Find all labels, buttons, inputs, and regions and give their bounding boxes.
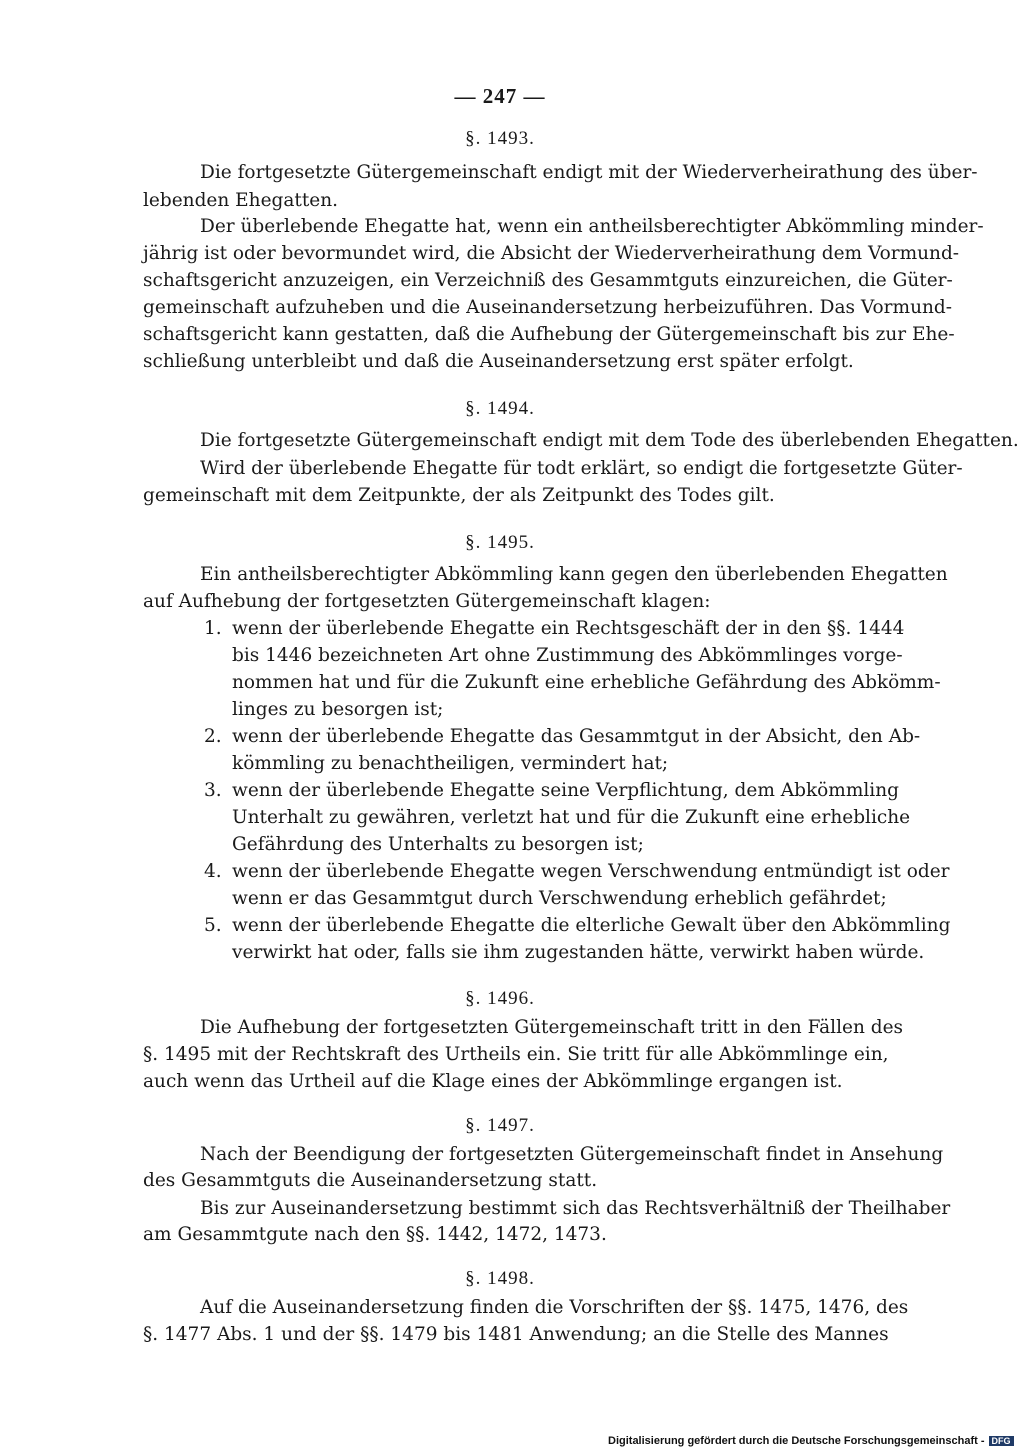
text-line: lebenden Ehegatten. [143, 190, 339, 211]
text-line: auf Aufhebung der fortgesetzten Gütergemeinschaft klagen: [143, 591, 711, 612]
footer-text: Digitalisierung gefördert durch die Deutsche Forschungsgemeinschaft - [608, 1435, 985, 1447]
list-item-line: bis 1446 bezeichneten Art ohne Zustimmung des Abkömmlinges vorge- [232, 645, 903, 666]
section-heading: §. 1495. [465, 532, 535, 553]
list-item-number: 4. [204, 861, 222, 882]
text-line: jährig ist oder bevormundet wird, die Absicht der Wiederverheirathung dem Vormund- [143, 243, 960, 264]
text-line: gemeinschaft mit dem Zeitpunkte, der als Zeitpunkt des Todes gilt. [143, 485, 775, 506]
text-line: des Gesammtguts die Auseinandersetzung statt. [143, 1170, 598, 1191]
text-line: schaftsgericht anzuzeigen, ein Verzeichniß des Gesammtguts einzureichen, die Güter- [143, 270, 953, 291]
text-line: schaftsgericht kann gestatten, daß die Aufhebung der Gütergemeinschaft bis zur Ehe- [143, 324, 955, 345]
page-number: — 247 — [454, 84, 546, 108]
list-item-number: 2. [204, 726, 222, 747]
list-item-number: 5. [204, 915, 222, 936]
section-heading: §. 1498. [465, 1268, 535, 1289]
digitization-footer [608, 1435, 1011, 1447]
text-line: §. 1495 mit der Rechtskraft des Urtheils ein. Sie tritt für alle Abkömmlinge ein, [143, 1044, 889, 1065]
list-item-number: 1. [204, 618, 222, 639]
text-line: Die fortgesetzte Gütergemeinschaft endigt mit dem Tode des überlebenden Ehegatten. [200, 430, 1019, 451]
text-line: Wird der überlebende Ehegatte für todt erklärt, so endigt die fortgesetzte Güter- [200, 458, 963, 479]
text-line: auch wenn das Urtheil auf die Klage eines der Abkömmlinge ergangen ist. [143, 1071, 843, 1092]
section-heading: §. 1494. [465, 398, 535, 419]
list-item-line: verwirkt hat oder, falls sie ihm zugestanden hätte, verwirkt haben würde. [232, 942, 925, 963]
list-item-line: wenn der überlebende Ehegatte das Gesammtgut in der Absicht, den Ab- [232, 726, 921, 747]
list-item-line: Unterhalt zu gewähren, verletzt hat und für die Zukunft eine erhebliche [232, 807, 911, 828]
list-item-line: wenn er das Gesammtgut durch Verschwendung erheblich gefährdet; [232, 888, 887, 909]
text-line: gemeinschaft aufzuheben und die Auseinandersetzung herbeizuführen. Das Vormund- [143, 297, 952, 318]
list-item-line: wenn der überlebende Ehegatte seine Verpflichtung, dem Abkömmling [232, 780, 899, 801]
section-heading: §. 1496. [465, 988, 535, 1009]
text-line: Der überlebende Ehegatte hat, wenn ein antheilsberechtigter Abkömmling minder- [200, 216, 984, 237]
text-line: Die fortgesetzte Gütergemeinschaft endigt mit der Wiederverheirathung des über- [200, 162, 978, 183]
text-line: Bis zur Auseinandersetzung bestimmt sich das Rechtsverhältniß der Theilhaber [200, 1198, 951, 1219]
text-line: Auf die Auseinandersetzung finden die Vorschriften der §§. 1475, 1476, des [200, 1297, 909, 1318]
list-item-line: wenn der überlebende Ehegatte die elterliche Gewalt über den Abkömmling [232, 915, 951, 936]
text-line: §. 1477 Abs. 1 und der §§. 1479 bis 1481 Anwendung; an die Stelle des Mannes [143, 1324, 889, 1345]
text-line: Nach der Beendigung der fortgesetzten Gütergemeinschaft findet in Ansehung [200, 1144, 944, 1165]
list-item-line: linges zu besorgen ist; [232, 699, 444, 720]
list-item-line: nommen hat und für die Zukunft eine erhebliche Gefährdung des Abkömm- [232, 672, 941, 693]
list-item-number: 3. [204, 780, 222, 801]
list-item-line: wenn der überlebende Ehegatte wegen Verschwendung entmündigt ist oder [232, 861, 950, 882]
text-line: Ein antheilsberechtigter Abkömmling kann gegen den überlebenden Ehegatten [200, 564, 948, 585]
section-heading: §. 1497. [465, 1115, 535, 1136]
list-item-line: wenn der überlebende Ehegatte ein Rechtsgeschäft der in den §§. 1444 [232, 618, 905, 639]
text-line: Die Aufhebung der fortgesetzten Gütergemeinschaft tritt in den Fällen des [200, 1017, 904, 1038]
text-line: am Gesammtgute nach den §§. 1442, 1472, 1473. [143, 1224, 607, 1245]
dfg-logo: DFG [989, 1436, 1014, 1446]
text-line: schließung unterbleibt und daß die Auseinandersetzung erst später erfolgt. [143, 351, 854, 372]
section-heading: §. 1493. [465, 128, 535, 149]
list-item-line: Gefährdung des Unterhalts zu besorgen ist; [232, 834, 644, 855]
list-item-line: kömmling zu benachtheiligen, vermindert hat; [232, 753, 669, 774]
